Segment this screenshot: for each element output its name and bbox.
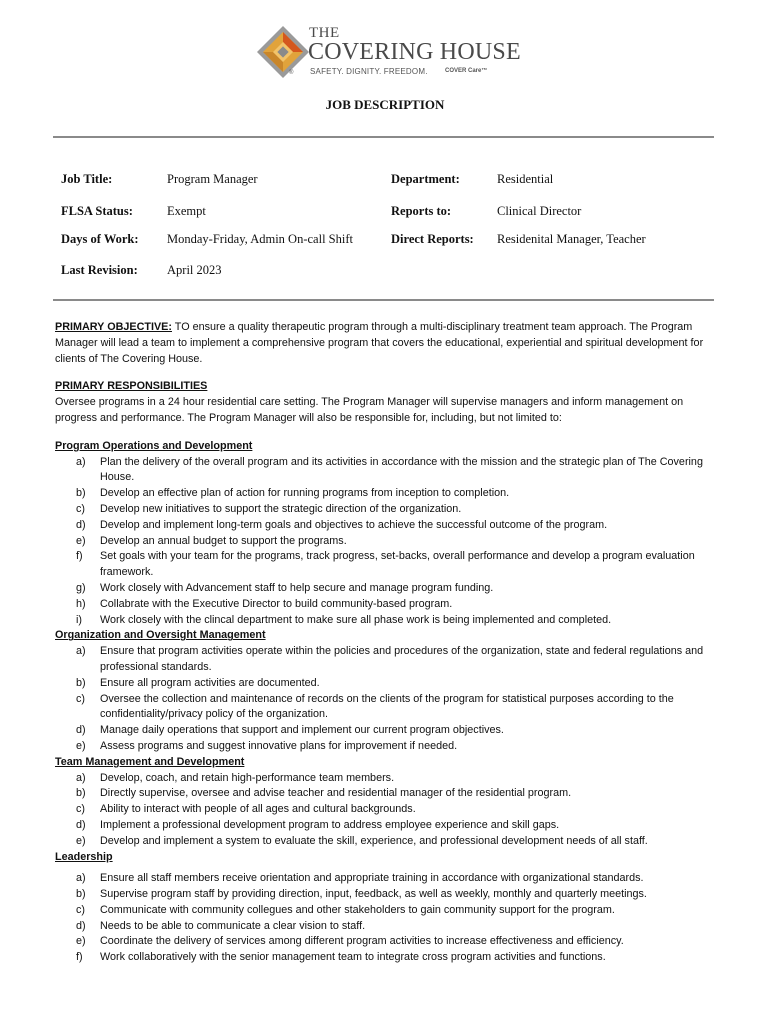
list-item — [55, 549, 720, 581]
list-item-marker: b) — [76, 487, 86, 500]
list-item-marker: d) — [76, 919, 86, 932]
primary-objective-text: TO ensure a quality therapeutic program through a multi-disciplinary treatment team approach. The Program Manager will lead a team to implement a comprehensive program that covers the educational, experiential and spiritual development for clients of The Covering House. — [55, 321, 704, 365]
list-item — [55, 903, 720, 919]
list-item — [55, 871, 720, 887]
list-item-text: Develop, coach, and retain high-performance team members. — [100, 771, 395, 784]
list-item-marker: c) — [76, 692, 85, 705]
document-body — [55, 320, 720, 966]
section-heading-oversight: Organization and Oversight Management — [55, 629, 266, 642]
list-item-marker: a) — [76, 872, 86, 885]
list-item-text: Assess programs and suggest innovative plans for improvement if needed. — [100, 739, 458, 752]
list-item-marker: c) — [76, 502, 85, 515]
list-item — [55, 644, 720, 676]
logo-the: THE — [309, 25, 340, 41]
list-item-marker: a) — [76, 455, 86, 468]
logo-tagline: SAFETY. DIGNITY. FREEDOM. — [310, 67, 428, 76]
list-item-marker: g) — [76, 581, 86, 594]
primary-objective-label: PRIMARY OBJECTIVE: — [55, 321, 172, 333]
days-of-work-value: Monday-Friday, Admin On-call Shift — [167, 232, 353, 246]
list-item-text: Directly supervise, oversee and advise teacher and residential manager of the residential program. — [100, 787, 572, 800]
document-title: JOB DESCRIPTION — [325, 97, 445, 112]
list-item — [55, 919, 720, 935]
list-item-text: Set goals with your team for the programs, track progress, set-backs, overall performance and develop a program evaluation framework. — [100, 550, 695, 579]
team-list — [55, 771, 720, 850]
list-item — [55, 581, 720, 597]
list-item-text: Work closely with the clincal department to make sure all phase work is being implemented and completed. — [100, 613, 612, 626]
list-item-marker: d) — [76, 818, 86, 831]
section-heading-team: Team Management and Development — [55, 755, 245, 768]
operations-list — [55, 455, 720, 629]
covering-house-logo — [255, 24, 521, 84]
list-item-marker: h) — [76, 597, 86, 610]
flsa-status-value: Exempt — [167, 204, 206, 218]
list-item-text: Ability to interact with people of all ages and cultural backgrounds. — [100, 803, 416, 816]
logo-name: COVERING HOUSE — [308, 39, 521, 65]
days-of-work-label: Days of Work: — [61, 232, 139, 246]
list-item-text: Develop new initiatives to support the strategic direction of the organization. — [100, 502, 462, 515]
list-item-marker: c) — [76, 803, 85, 816]
list-item-marker: b) — [76, 787, 86, 800]
list-item-marker: b) — [76, 676, 86, 689]
list-item-marker: a) — [76, 645, 86, 658]
top-divider — [53, 136, 714, 138]
list-item-marker: c) — [76, 903, 85, 916]
oversight-list — [55, 644, 720, 755]
last-revision-value: April 2023 — [167, 263, 222, 277]
list-item-text: Supervise program staff by providing direction, input, feedback, as well as weekly, monthly and quarterly meetings. — [100, 888, 647, 901]
list-item — [55, 834, 720, 850]
list-item-marker: f) — [76, 550, 83, 563]
list-item-text: Work collaboratively with the senior management team to integrate cross program activities and functions. — [100, 951, 606, 964]
list-item — [55, 739, 720, 755]
logo-mark-icon — [255, 24, 311, 80]
list-item — [55, 676, 720, 692]
list-item-text: Develop an effective plan of action for running programs from inception to completion. — [100, 487, 510, 500]
logo-cover-care: COVER Care™ — [445, 68, 488, 74]
list-item — [55, 950, 720, 966]
list-item-marker: e) — [76, 534, 86, 547]
list-item-marker: e) — [76, 935, 86, 948]
department-value: Residential — [497, 172, 554, 186]
list-item-text: Ensure all program activities are documented. — [100, 676, 320, 689]
list-item — [55, 455, 720, 487]
primary-objective — [55, 320, 720, 367]
list-item-text: Plan the delivery of the overall program and its activities in accordance with the mission and the strategic plan of The Covering House. — [100, 455, 703, 484]
direct-reports-label: Direct Reports: — [391, 232, 474, 246]
job-title-value: Program Manager — [167, 172, 258, 186]
list-item-marker: e) — [76, 834, 86, 847]
list-item-text: Communicate with community collegues and other stakeholders to gain community support for the program. — [100, 903, 615, 916]
list-item-text: Ensure all staff members receive orientation and appropriate training in accordance with organizational standards. — [100, 872, 644, 885]
job-title-label: Job Title: — [61, 172, 113, 186]
list-item-text: Collabrate with the Executive Director to build community-based program. — [100, 597, 453, 610]
list-item — [55, 613, 720, 629]
list-item — [55, 692, 720, 724]
reports-to-value: Clinical Director — [497, 204, 582, 218]
list-item-text: Ensure that program activities operate within the policies and procedures of the organization, state and federal regulations and professional standards. — [100, 645, 704, 673]
list-item-text: Develop an annual budget to support the programs. — [100, 534, 347, 547]
reports-to-label: Reports to: — [391, 204, 452, 218]
list-item-text: Develop and implement a system to evaluate the skill, experience, and professional development needs of all staff. — [100, 834, 648, 847]
department-label: Department: — [391, 172, 460, 186]
list-item — [55, 771, 720, 787]
list-item-marker: f) — [76, 951, 83, 964]
list-item-marker: e) — [76, 739, 86, 752]
primary-responsibilities-text: Oversee programs in a 24 hour residential care setting. The Program Manager will supervise managers and inform management on progress and performance. The Program Manager will also be responsible for, including, but not limited to: — [55, 396, 684, 424]
list-item-text: Coordinate the delivery of services among different program activities to increase effectiveness and efficiency. — [100, 935, 624, 948]
list-item — [55, 502, 720, 518]
flsa-status-label: FLSA Status: — [61, 204, 133, 218]
last-revision-label: Last Revision: — [61, 263, 138, 277]
list-item — [55, 786, 720, 802]
list-item — [55, 486, 720, 502]
list-item — [55, 534, 720, 550]
list-item-text: Oversee the collection and maintenance of records on the clients of the program for statistical purposes according to the confidentiality/privacy policy of the organization. — [100, 692, 674, 721]
list-item — [55, 934, 720, 950]
list-item — [55, 723, 720, 739]
primary-responsibilities-heading: PRIMARY RESPONSIBILITIES — [55, 380, 208, 393]
list-item-text: Manage daily operations that support and implement our current program objectives. — [100, 724, 504, 737]
list-item — [55, 802, 720, 818]
list-item — [55, 518, 720, 534]
list-item-marker: i) — [76, 613, 82, 626]
list-item-marker: a) — [76, 771, 86, 784]
registered-mark: ® — [289, 70, 294, 76]
list-item-text: Work closely with Advancement staff to help secure and manage program funding. — [100, 581, 494, 594]
direct-reports-value: Residenital Manager, Teacher — [497, 232, 646, 246]
leadership-list — [55, 871, 720, 966]
section-heading-operations: Program Operations and Development — [55, 439, 253, 452]
list-item — [55, 887, 720, 903]
list-item — [55, 818, 720, 834]
list-item-marker: d) — [76, 724, 86, 737]
section-heading-leadership: Leadership — [55, 850, 113, 863]
list-item-marker: b) — [76, 888, 86, 901]
list-item-marker: d) — [76, 518, 86, 531]
list-item — [55, 597, 720, 613]
list-item-text: Implement a professional development program to address employee experience and skill gaps. — [100, 818, 560, 831]
bottom-divider — [53, 299, 714, 301]
list-item-text: Needs to be able to communicate a clear vision to staff. — [100, 919, 366, 932]
list-item-text: Develop and implement long-term goals and objectives to achieve the successful outcome of the program. — [100, 518, 608, 531]
